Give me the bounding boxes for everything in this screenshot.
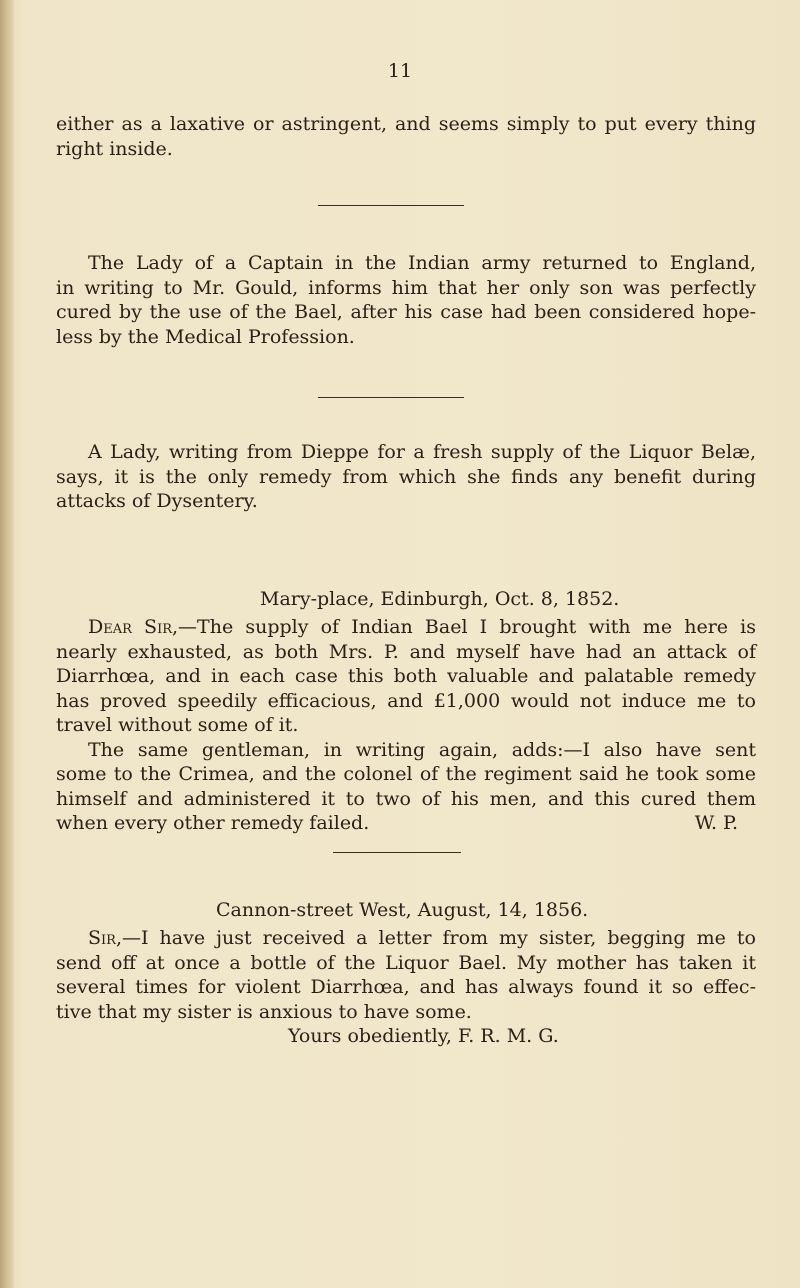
text-line: send off at once a bottle of the Liquor Bael. My mother has taken it: [56, 951, 756, 974]
text-line: says, it is the only remedy from which she finds any benefit during: [56, 465, 756, 488]
salutation: Dear Sir,: [88, 616, 179, 638]
paragraph-captain-lady: [56, 251, 756, 349]
paragraph-continuation: [56, 112, 756, 161]
page-number: 11: [387, 60, 413, 82]
closing: Yours obediently, F. R. M. G.: [288, 1025, 559, 1047]
text-line: cured by the use of the Bael, after his case had been considered hope-: [56, 301, 756, 323]
text-line: in writing to Mr. Gould, informs him that her only son was perfectly: [56, 276, 756, 299]
text-line: some to the Crimea, and the colonel of the regiment said he took some: [56, 763, 756, 785]
text-line: Dear Sir,—The supply of Indian Bael I brought with me here is: [88, 616, 756, 638]
text-line: The Lady of a Captain in the Indian army returned to England,: [88, 252, 756, 274]
letter-body: [56, 615, 756, 836]
text-line: Diarrhœa, and in each case this both valuable and palatable remedy: [56, 665, 756, 687]
salutation: Sir,: [88, 927, 122, 949]
text-line: when every other remedy failed. W. P.: [56, 811, 756, 836]
text-line: has proved speedily efficacious, and £1,000 would not induce me to: [56, 689, 756, 712]
text-line: right inside.: [56, 137, 173, 160]
text-line: tive that my sister is anxious to have some.: [56, 1000, 472, 1023]
letter-dateline: Mary-place, Edinburgh, Oct. 8, 1852.: [260, 588, 620, 610]
page-binding-edge: [0, 0, 14, 1288]
text-line: The same gentleman, in writing again, adds:—I also have sent: [88, 738, 756, 761]
section-divider: [333, 852, 461, 853]
text-line: himself and administered it to two of his men, and this cured them: [56, 787, 756, 810]
paragraph-dieppe-lady: [56, 440, 756, 514]
signature: W. P.: [694, 812, 738, 834]
section-divider: [318, 205, 464, 206]
text-line: several times for violent Diarrhœa, and has always found it so effec-: [56, 976, 756, 998]
letter-body: [56, 926, 756, 1049]
letter-dateline: Cannon-street West, August, 14, 1856.: [216, 899, 589, 921]
text-line: attacks of Dysentery.: [56, 490, 258, 512]
text-line: either as a laxative or astringent, and seems simply to put every thing: [56, 113, 756, 135]
text-line: Sir,—I have just received a letter from my sister, begging me to: [88, 927, 756, 949]
text-line: travel without some of it.: [56, 714, 299, 736]
section-divider: [318, 397, 464, 398]
text-line: nearly exhausted, as both Mrs. P. and myself have had an attack of: [56, 640, 756, 663]
text-line: A Lady, writing from Dieppe for a fresh supply of the Liquor Belæ,: [88, 441, 756, 463]
text-line: less by the Medical Profession.: [56, 325, 355, 348]
